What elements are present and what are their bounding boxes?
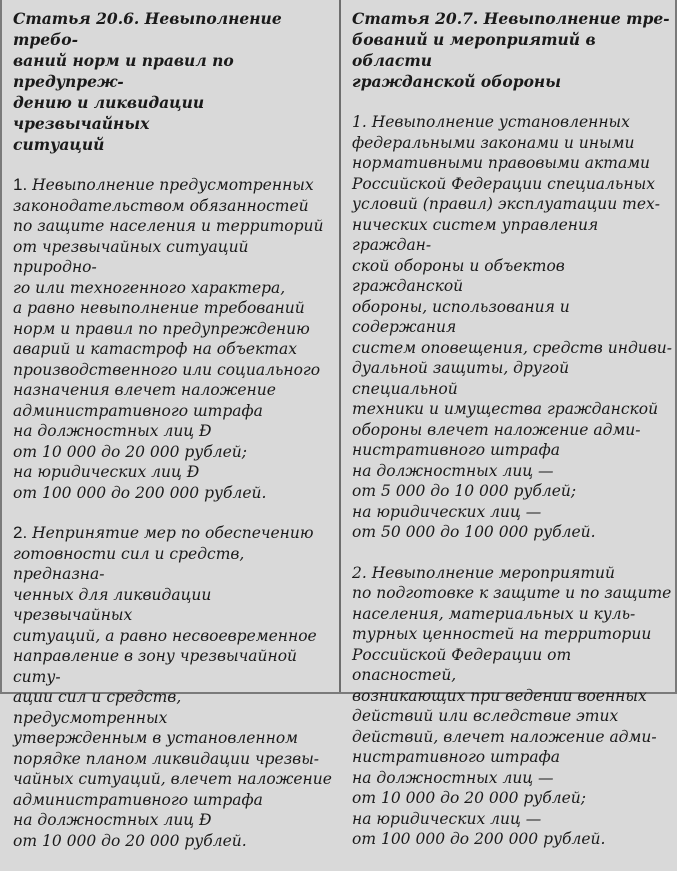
clause-text: Непринятие мер по обеспечению готовности сил и средств, предназна- ченных для ликвидации чрезвычайных ситуаций, а равно несвоевременное направление в зону чрезвычайной ситу- ации сил и средств, предусмотренных утвержденным в установленном порядке планом ликвидации чрезвы- чайных ситуаций, влечет наложение административного штрафа на должностных лиц Ð от 10 000 до 20 000 рублей. — [13, 524, 332, 850]
clause-number: 1. — [13, 175, 28, 194]
clause-text: Невыполнение предусмотренных законодательством обязанностей по защите населения и территорий от чрезвычайных ситуаций природно- го или техногенного характера, а равно невыполнение требований норм и правил по предупреждению аварий и катастроф на объектах производственного или социального назначения влечет наложение административного штрафа на должностных лиц Ð от 10 000 до 20 000 рублей; на юридических лиц Ð от 100 000 до 200 000 рублей. — [13, 176, 324, 502]
article-20-6-clause-1 — [13, 175, 333, 503]
article-20-7-clause-2 — [352, 563, 672, 850]
article-20-6-column — [13, 8, 333, 871]
clause-number: 2. — [13, 523, 28, 542]
article-20-6-clause-2 — [13, 523, 333, 851]
article-20-7-column — [352, 8, 672, 870]
column-divider — [339, 0, 341, 692]
article-20-6-title: Статья 20.6. Невыполнение требо- ваний норм и правил по предупреж- дению и ликвидации чрезвычайных ситуаций — [13, 9, 282, 154]
clause-text: 2. Невыполнение мероприятий по подготовке к защите и по защите населения, материальных и куль- турных ценностей на территории Российской Федерации от опасностей, возникающих при ведении военных действий или вследствие этих действий, влечет наложение адми- нистративного штрафа на должностных лиц — от 10 000 до 20 000 рублей; на юридических лиц — от 100 000 до 200 000 рублей. — [352, 563, 672, 848]
clause-text: 1. Невыполнение установленных федеральными законами и иными нормативными правовыми актами Российской Федерации специальных условий (правил) эксплуатации тех- нических систем управления граждан- ской обороны и объектов гражданской обороны, использования и содержания систем оповещения, средств индиви- дуальной защиты, другой специальной техники и имущества гражданской обороны влечет наложение адми- нистративного штрафа на должностных лиц — от 5 000 до 10 000 рублей; на юридических лиц — от 50 000 до 100 000 рублей. — [352, 113, 672, 541]
article-20-7-clause-1 — [352, 112, 672, 543]
article-20-7-title: Статья 20.7. Невыполнение тре- бований и мероприятий в области гражданской обороны — [352, 9, 670, 91]
